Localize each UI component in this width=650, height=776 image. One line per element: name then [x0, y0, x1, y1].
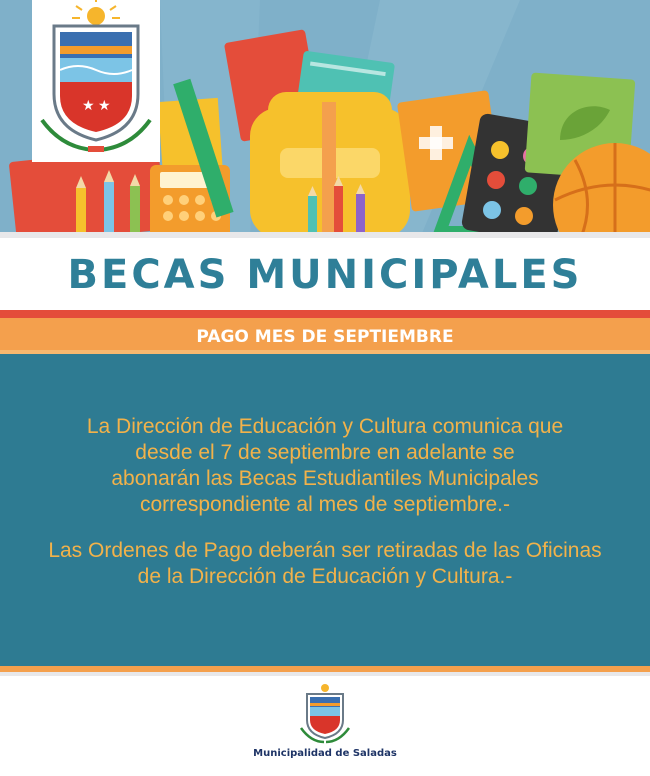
municipal-coat-of-arms [32, 0, 160, 162]
announcement-line: La Dirección de Educación y Cultura comunica que [86, 415, 564, 438]
subtitle-band [0, 318, 650, 354]
coat-of-arms-icon [32, 0, 160, 162]
announcement-paragraph-1 [30, 414, 620, 518]
organization-name: Municipalidad de Saladas [253, 748, 397, 759]
title-band-edge [0, 232, 650, 238]
page-title: BECAS MUNICIPALES [67, 252, 583, 298]
announcement-line: correspondiente al mes de septiembre.- [139, 493, 511, 516]
announcement-panel [0, 354, 650, 666]
announcement-line: de la Dirección de Educación y Cultura.- [137, 565, 513, 588]
footer-crest-art [297, 682, 353, 744]
svg-text:★: ★ [98, 98, 111, 114]
red-divider [0, 310, 650, 318]
subtitle: PAGO MES DE SEPTIEMBRE [196, 327, 454, 347]
announcement-line: desde el 7 de septiembre en adelante se [135, 441, 515, 464]
svg-text:★: ★ [82, 98, 95, 114]
announcement-line: Las Ordenes de Pago deberán ser retiradas de las Oficinas [48, 539, 602, 562]
bottom-grey-divider [0, 672, 650, 676]
footer-coat-of-arms-icon [297, 682, 353, 744]
announcement-paragraph-2 [30, 538, 620, 590]
title-band [0, 232, 650, 310]
announcement-line: abonarán las Becas Estudiantiles Municipales [111, 467, 539, 490]
